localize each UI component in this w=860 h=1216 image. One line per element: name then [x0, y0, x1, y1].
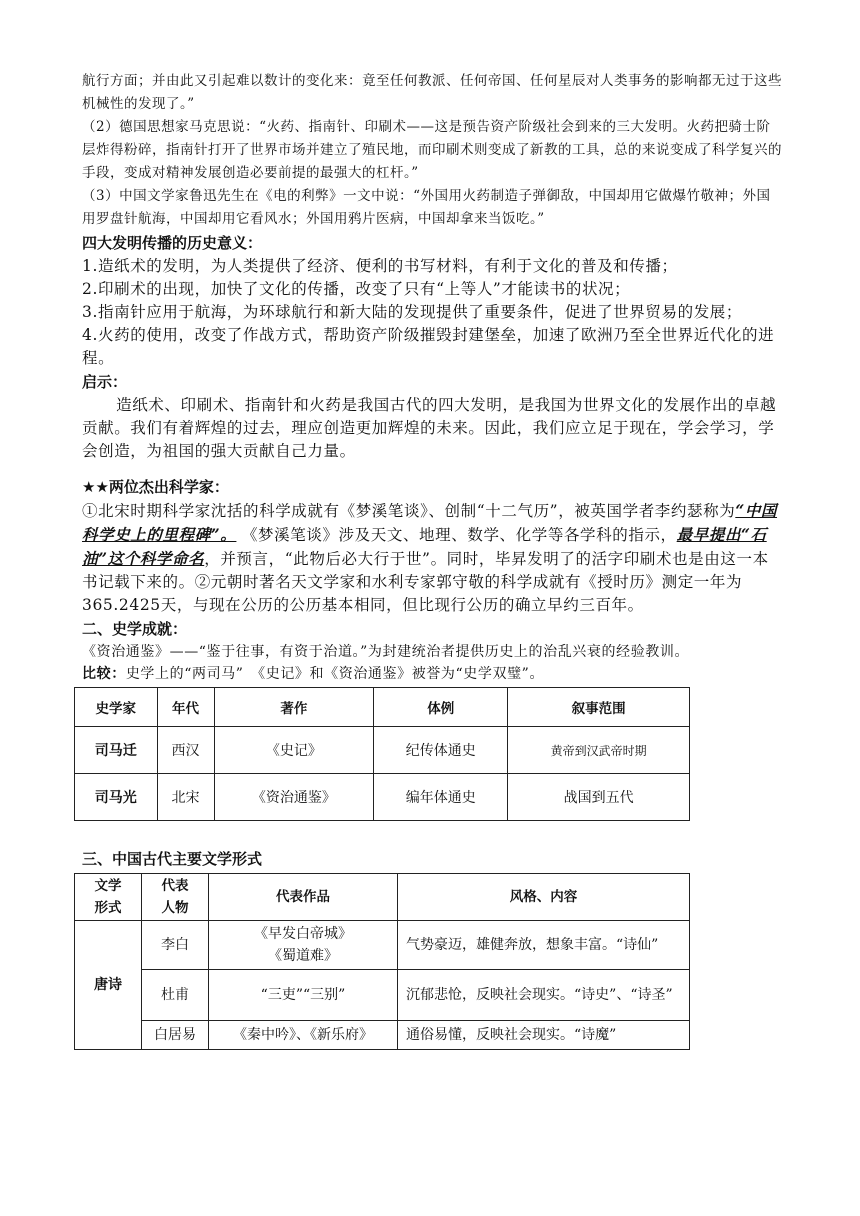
cell	[209, 921, 398, 970]
cell: 西汉	[157, 727, 214, 774]
col-style: 体例	[374, 688, 508, 727]
col-scope: 叙事范围	[508, 688, 690, 727]
historians-table	[74, 687, 690, 821]
significance-heading: 四大发明传播的历史意义：	[82, 234, 263, 252]
cell: 气势豪迈，雄健奔放，想象丰富。“诗仙”	[398, 921, 690, 970]
table-row	[75, 1021, 690, 1050]
cell: 战国到五代	[508, 774, 690, 821]
table-row	[75, 774, 690, 821]
history-text: 《资治通鉴》——“鉴于往事，有资于治道。”为封建统治者提供历史上的治乱兴衰的经验教训。	[82, 644, 690, 660]
significance-item-3: 3.指南针应用于航海，为环球航行和新大陆的发现提供了重要条件，促进了世界贸易的发展；	[82, 303, 742, 321]
document-page	[82, 70, 782, 1050]
col-person	[142, 874, 209, 921]
literature-table	[74, 873, 690, 1050]
col-person-label: 代表人物	[161, 878, 189, 916]
cell: “三吏”“三别”	[209, 970, 398, 1021]
scientists-text-a: ①北宋时期科学家沈括的科学成就有《梦溪笔谈》、创制“十二气历”，被英国学者李约瑟称为	[82, 502, 736, 520]
col-era: 年代	[157, 688, 214, 727]
cell: 司马迁	[75, 727, 158, 774]
table-row	[75, 727, 690, 774]
table-header-row	[75, 688, 690, 727]
col-form	[75, 874, 142, 921]
cell: 李白	[142, 921, 209, 970]
quote-marx: （2）德国思想家马克思说：“火药、指南针、印刷术——这是预告资产阶级社会到来的三大发明。火药把骑士阶层炸得粉碎，指南针打开了世界市场并建立了殖民地，而印刷术则变成了新教的工具，总的来说变成了科学复兴的手段，变成对精神发展创造必要前提的最强大的杠杆。”	[82, 119, 782, 181]
petroleum-highlight: 最早提出“石油”这个科学命名	[82, 525, 767, 568]
col-form-label: 文学形式	[94, 878, 122, 916]
history-heading: 二、史学成就：	[82, 620, 188, 638]
significance-item-1: 1.造纸术的发明，为人类提供了经济、便利的书写材料，有利于文化的普及和传播；	[82, 257, 678, 275]
literature-heading: 三、中国古代主要文学形式	[82, 850, 263, 868]
col-works: 代表作品	[209, 874, 398, 921]
scientists-heading: ★★两位杰出科学家：	[82, 478, 229, 496]
cell: 《资治通鉴》	[214, 774, 374, 821]
cell: 《史记》	[214, 727, 374, 774]
milestone-highlight: “中国科学史上的里程碑”。	[82, 501, 778, 544]
inspiration-heading: 启示：	[82, 373, 128, 391]
cell: 《秦中吟》、《新乐府》	[209, 1021, 398, 1050]
cell: 北宋	[157, 774, 214, 821]
history-compare	[82, 663, 782, 685]
cell: 司马光	[75, 774, 158, 821]
cell: 编年体通史	[374, 774, 508, 821]
table-row	[75, 970, 690, 1021]
cell: 黄帝到汉武帝时期	[508, 727, 690, 774]
quote-luxun: （3）中国文学家鲁迅先生在《电的利弊》一文中说：“外国用火药制造子弹御敌，中国却用它做爆竹敬神；外国用罗盘针航海，中国却用它看风水；外国用鸦片医病，中国却拿来当饭吃。”	[82, 188, 771, 227]
scientists-paragraph	[82, 499, 782, 617]
col-work: 著作	[214, 688, 374, 727]
compare-text: 史学上的“两司马” 《史记》和《资治通鉴》被誉为“史学双璧”。	[125, 666, 545, 682]
works-text: 《早发白帝城》《蜀道难》	[253, 926, 352, 964]
cell: 沉郁悲怆，反映社会现实。“诗史”、“诗圣”	[398, 970, 690, 1021]
cell: 纪传体通史	[374, 727, 508, 774]
scientists-text-b: 《梦溪笔谈》涉及天文、地理、数学、化学等各学科的指示，	[236, 526, 677, 544]
table-row	[75, 921, 690, 970]
compare-label: 比较：	[82, 666, 126, 682]
significance-item-2: 2.印刷术的出现，加快了文化的传播，改变了只有“上等人”才能读书的状况；	[82, 280, 631, 298]
col-historian: 史学家	[75, 688, 158, 727]
quote-1-continued: 航行方面；并由此又引起难以数计的变化来：竟至任何教派、任何帝国、任何星辰对人类事务的影响都无过于这些机械性的发现了。”	[82, 73, 782, 112]
cell: 白居易	[142, 1021, 209, 1050]
table-header-row	[75, 874, 690, 921]
col-style: 风格、内容	[398, 874, 690, 921]
cell: 杜甫	[142, 970, 209, 1021]
scientists-text-c: ，并预言，“此物后必大行于世”。同时，毕昇发明了的活字印刷术也是由这一本书记载下来的。②元朝时著名天文学家和水利专家郭守敬的科学成就有《授时历》测定一年为365.2425天，与现在公历的公历基本相同，但比现行公历的确立早约三百年。	[82, 550, 769, 614]
category-cell: 唐诗	[75, 921, 142, 1050]
inspiration-text: 造纸术、印刷术、指南针和火药是我国古代的四大发明，是我国为世界文化的发展作出的卓越贡献。我们有着辉煌的过去，理应创造更加辉煌的未来。因此，我们应立足于现在，学会学习，学会创造，为祖国的强大贡献自己力量。	[82, 396, 777, 460]
cell: 通俗易懂，反映社会现实。“诗魔”	[398, 1021, 690, 1050]
significance-item-4: 4.火药的使用，改变了作战方式，帮助资产阶级摧毁封建堡垒，加速了欧洲乃至全世界近代化的进程。	[82, 326, 775, 367]
